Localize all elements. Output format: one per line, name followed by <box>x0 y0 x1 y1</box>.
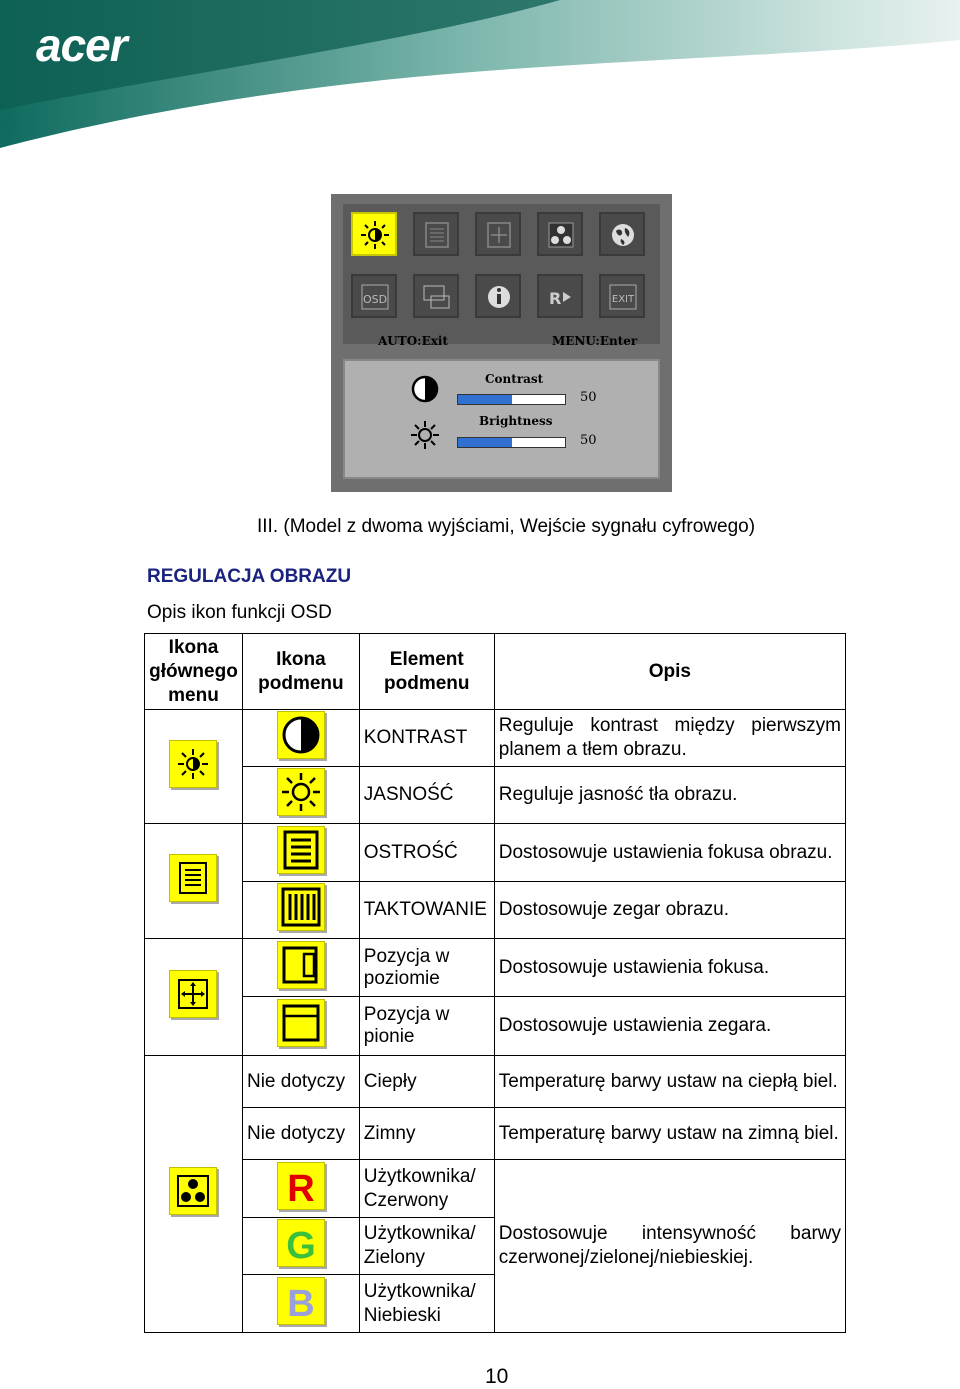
page-number: 10 <box>485 1365 509 1388</box>
element-brightness: JASNOŚĆ <box>359 767 494 824</box>
user-green-icon <box>277 1219 325 1267</box>
osd-focus-icon <box>413 212 459 256</box>
element-warm: Ciepły <box>359 1056 494 1108</box>
table-row <box>145 767 846 824</box>
header-main-icon: Ikona głównego menu <box>145 634 243 710</box>
header-sub-icon: Ikona podmenu <box>242 634 359 710</box>
osd-auto-label: AUTO:Exit <box>378 334 448 348</box>
element-user-red: Użytkownika/ Czerwony <box>359 1160 494 1218</box>
osd-submenu <box>343 359 660 479</box>
element-h-position: Pozycja w poziomie <box>359 939 494 997</box>
sub-icon-cell <box>242 1218 359 1275</box>
sub-icon-cell <box>242 997 359 1056</box>
desc-v-position: Dostosowuje ustawienia zegara. <box>494 997 845 1056</box>
main-icon-cell <box>145 824 243 939</box>
osd-contrast-value: 50 <box>580 390 597 405</box>
osd-osd-icon <box>351 274 397 318</box>
color-menu-icon <box>169 1167 217 1215</box>
section-subtitle: Opis ikon funkcji OSD <box>147 602 332 623</box>
header-wave <box>0 0 960 150</box>
desc-warm: Temperaturę barwy ustaw na ciepłą biel. <box>494 1056 845 1108</box>
element-user-blue: Użytkownika/ Niebieski <box>359 1275 494 1333</box>
osd-setup-icon <box>413 274 459 318</box>
header-description: Opis <box>494 634 845 710</box>
osd-contrast-icon <box>409 373 441 405</box>
sub-icon-cell <box>242 824 359 882</box>
osd-caption: III. (Model z dwoma wyjściami, Wejście sygnału cyfrowego) <box>257 516 756 537</box>
v-position-icon <box>277 999 325 1047</box>
svg-text:B: B <box>287 1282 315 1324</box>
desc-focus: Dostosowuje ustawienia fokusa obrazu. <box>494 824 845 882</box>
osd-screenshot <box>331 194 672 492</box>
osd-menu-label: MENU:Enter <box>552 334 638 348</box>
sub-cool-cell: Nie dotyczy <box>242 1108 359 1160</box>
focus-icon <box>277 826 325 874</box>
h-position-icon <box>277 941 325 989</box>
table-row <box>145 824 846 882</box>
osd-input-icon <box>537 274 583 318</box>
table-row <box>145 710 846 767</box>
main-icon-cell <box>145 939 243 1056</box>
header-element: Element podmenu <box>359 634 494 710</box>
element-cool: Zimny <box>359 1108 494 1160</box>
main-icon-cell <box>145 1056 243 1333</box>
osd-brightness-fill <box>458 438 512 447</box>
contrast-icon <box>277 711 325 759</box>
svg-text:R: R <box>287 1167 315 1209</box>
clock-icon <box>277 883 325 931</box>
sub-warm-cell: Nie dotyczy <box>242 1056 359 1108</box>
brightness-menu-icon <box>169 740 217 788</box>
osd-position-icon <box>475 212 521 256</box>
table-row <box>145 1160 846 1218</box>
osd-info-icon <box>475 274 521 318</box>
element-v-position: Pozycja w pionie <box>359 997 494 1056</box>
element-user-green: Użytkownika/ Zielony <box>359 1218 494 1275</box>
user-blue-icon <box>277 1277 325 1325</box>
sub-icon-cell <box>242 939 359 997</box>
osd-brightness-label: Brightness <box>479 414 553 428</box>
table-row <box>145 1108 846 1160</box>
element-focus: OSTROŚĆ <box>359 824 494 882</box>
sub-icon-cell <box>242 1160 359 1218</box>
desc-clock: Dostosowuje zegar obrazu. <box>494 882 845 939</box>
desc-brightness: Reguluje jasność tła obrazu. <box>494 767 845 824</box>
table-row <box>145 939 846 997</box>
osd-icon-table <box>144 633 846 1333</box>
acer-logo: acer <box>36 19 127 71</box>
osd-brightness-value: 50 <box>580 433 597 448</box>
table-row <box>145 882 846 939</box>
svg-text:OSD: OSD <box>362 293 388 306</box>
osd-contrast-bar <box>457 394 566 405</box>
osd-exit-icon <box>599 274 645 318</box>
sub-icon-cell <box>242 767 359 824</box>
osd-language-icon <box>599 212 645 256</box>
position-menu-icon <box>169 970 217 1018</box>
table-header-row <box>145 634 846 710</box>
osd-contrast-label: Contrast <box>485 372 544 386</box>
desc-h-position: Dostosowuje ustawienia fokusa. <box>494 939 845 997</box>
brightness-icon <box>277 768 325 816</box>
desc-user-color: Dostosowuje intensywność barwy czerwonej/zielonej/niebieskiej. <box>494 1160 845 1333</box>
osd-brightness-sub-icon <box>409 419 441 451</box>
osd-color-icon <box>537 212 583 256</box>
sub-icon-cell <box>242 710 359 767</box>
osd-brightness-bar <box>457 437 566 448</box>
svg-text:G: G <box>286 1225 316 1266</box>
osd-brightness-icon <box>351 212 397 256</box>
sub-icon-cell <box>242 882 359 939</box>
focus-menu-icon <box>169 854 217 902</box>
table-row <box>145 997 846 1056</box>
element-clock: TAKTOWANIE <box>359 882 494 939</box>
sub-icon-cell <box>242 1275 359 1333</box>
table-row <box>145 1056 846 1108</box>
svg-text:EXIT: EXIT <box>611 294 635 305</box>
main-icon-cell <box>145 710 243 824</box>
osd-main-menu <box>343 204 660 344</box>
element-contrast: KONTRAST <box>359 710 494 767</box>
osd-contrast-fill <box>458 395 512 404</box>
svg-text:R: R <box>549 289 562 308</box>
header-banner <box>0 0 960 150</box>
section-title: REGULACJA OBRAZU <box>147 566 352 587</box>
user-red-icon <box>277 1162 325 1210</box>
desc-cool: Temperaturę barwy ustaw na zimną biel. <box>494 1108 845 1160</box>
desc-contrast: Reguluje kontrast między pierwszym planem a tłem obrazu. <box>494 710 845 767</box>
